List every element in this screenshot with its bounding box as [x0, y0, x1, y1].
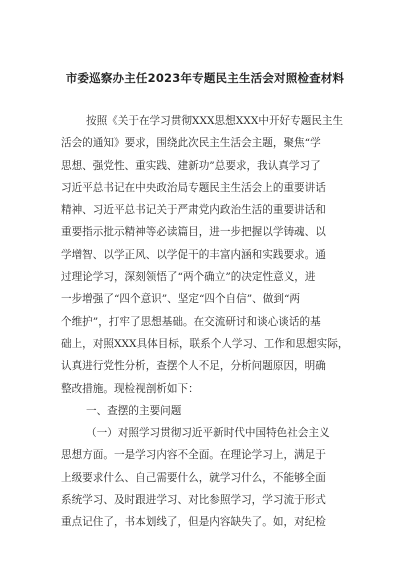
paragraph-line: 活会的通知》要求，围绕此次民主生活会主题，聚焦“学	[61, 137, 321, 150]
document-title: 市委巡察办主任2023年专题民主生活会对照检查材料	[65, 71, 345, 85]
paragraph-line: 重点记住了，书本划线了，但是内容缺失了。如，对纪检	[61, 516, 326, 529]
paragraph-line: 过理论学习，深刻领悟了“两个确立”的决定性意义，进	[61, 271, 316, 284]
section-heading: 一、查摆的主要问题	[86, 404, 182, 417]
paragraph-line: 认真进行党性分析，查摆个人不足，分析问题原因，明确	[61, 360, 326, 373]
paragraph-line: 按照《关于在学习贯彻XXX思想XXX中开好专题民主生	[86, 115, 344, 127]
paragraph-line: 上级要求什么、自己需要什么，就学习什么，不能够全面	[61, 471, 326, 484]
paragraph-line: 重要指示批示精神等必读篇目，进一步把握以学铸魂、以	[61, 226, 326, 239]
paragraph-line: 习近平总书记在中央政治局专题民主生活会上的重要讲话	[61, 181, 326, 194]
paragraph-line: 整改措施。现检视剖析如下：	[61, 382, 199, 395]
paragraph-line: 精神、习近平总书记关于严肃党内政治生活的重要讲话和	[61, 204, 326, 217]
paragraph-line: 础上，对照XXX具体目标，联系个人学习、工作和思想实际，	[61, 337, 349, 350]
paragraph-line: 学增智、以学正风、以学促干的丰富内涵和实践要求。通	[61, 248, 326, 261]
paragraph-line: 一步增强了“四个意识”、坚定“四个自信”、做到“两	[61, 293, 300, 306]
subsection-heading-line: （一）对照学习贯彻习近平新时代中国特色社会主义	[86, 427, 330, 440]
paragraph-line: 思想方面。一是学习内容不全面。在理论学习上，满足于	[61, 449, 326, 462]
paragraph-line: 思想、强党性、重实践、建新功”总要求，我认真学习了	[61, 159, 321, 172]
document-body	[61, 110, 361, 534]
paragraph-line: 系统学习、及时跟进学习、对比参照学习，学习流于形式	[61, 494, 326, 507]
paragraph-line: 个维护”，打牢了思想基础。在交流研讨和谈心谈话的基	[61, 315, 321, 328]
